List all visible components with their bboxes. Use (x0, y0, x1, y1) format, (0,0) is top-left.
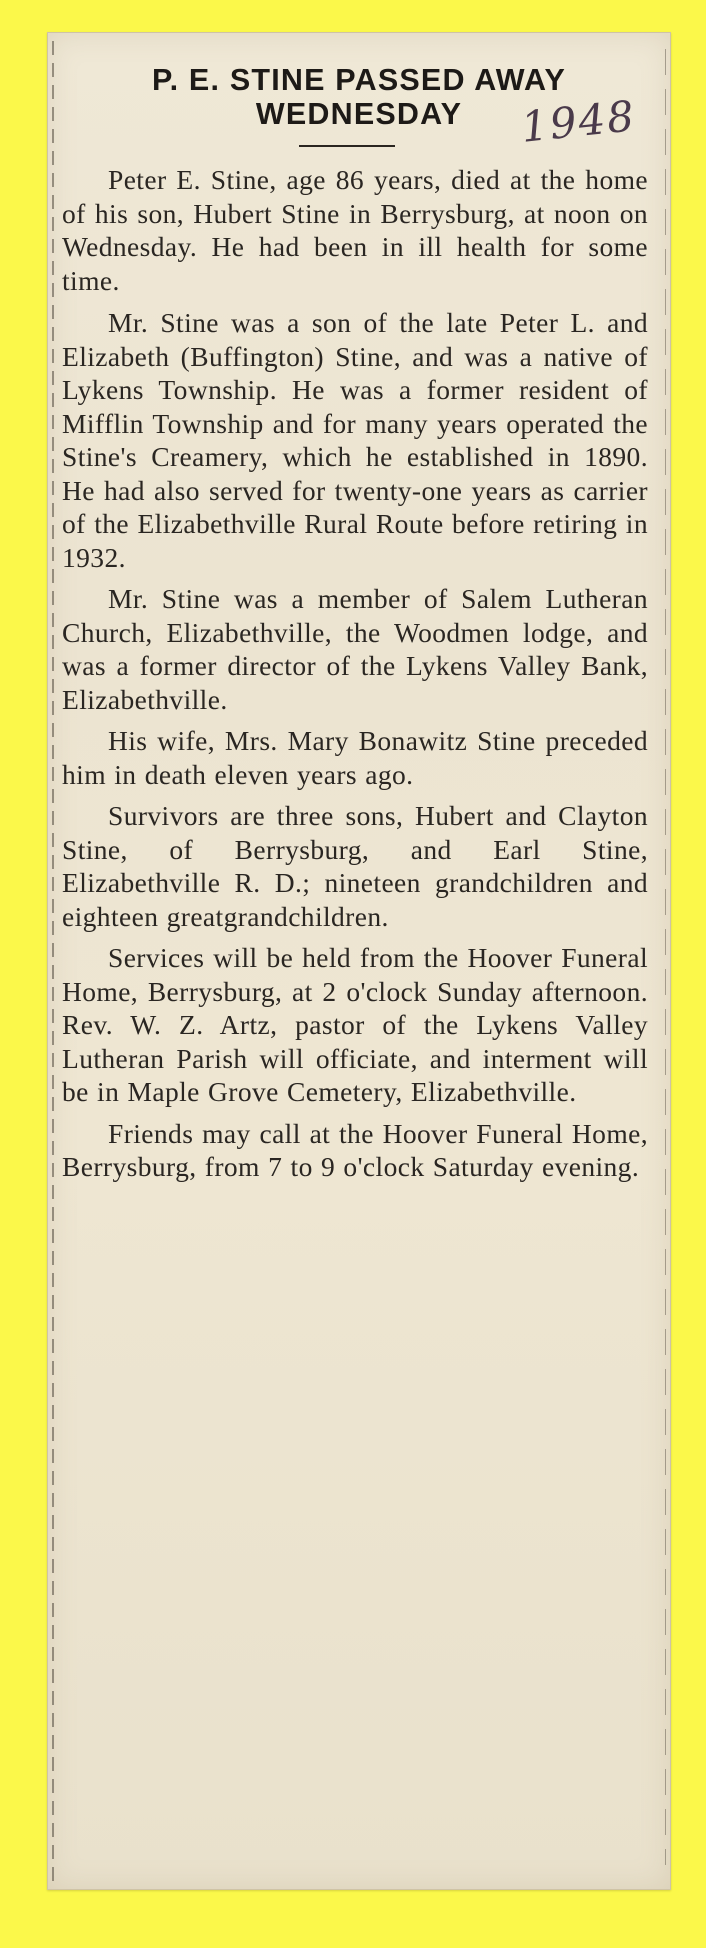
headline-line-2: WEDNESDAY (255, 97, 463, 131)
paragraph-visitation: Friends may call at the Hoover Funeral Home, Berrysburg, from 7 to 9 o'clock Saturday evening. (62, 1117, 648, 1182)
paragraph-biography: Mr. Stine was a son of the late Peter L. and Elizabeth (Buffington) Stine, and was a native of Lykens Township. He was a former resident of Mifflin Township and for many years operated the Stine's Creamery, which he established in 1890. He had also served for twenty-one years as carrier of the Elizabethville Rural Route before retiring in 1932. (62, 307, 648, 573)
handwritten-year: 1948 (518, 91, 639, 152)
column-rule-right (665, 49, 666, 1865)
paragraph-survivors: Survivors are three sons, Hubert and Clayton Stine, of Berrysburg, and Earl Stine, Elizabethville R. D.; nineteen grandchildren and eighteen greatgrandchildren. (62, 800, 648, 932)
headline-divider (299, 145, 395, 147)
paragraph-services: Services will be held from the Hoover Funeral Home, Berrysburg, at 2 o'clock Sunday afternoon. Rev. W. Z. Artz, pastor of the Lykens Valley Lutheran Parish will officiate, and interment will be in Maple Grove Cemetery, Elizabethville. (62, 942, 648, 1107)
paragraph-wife: His wife, Mrs. Mary Bonawitz Stine preceded him in death eleven years ago. (62, 725, 648, 790)
headline-line-1: P. E. STINE PASSED AWAY (151, 63, 567, 97)
article-body (48, 147, 670, 1184)
paragraph-memberships: Mr. Stine was a member of Salem Lutheran Church, Elizabethville, the Woodmen lodge, and was a former director of the Lykens Valley Bank, Elizabethville. (62, 583, 648, 715)
paragraph-death-notice: Peter E. Stine, age 86 years, died at the home of his son, Hubert Stine in Berrysburg, at noon on Wednesday. He had been in ill health for some time. (62, 164, 648, 296)
column-rule-left (52, 41, 54, 1881)
newspaper-clipping (47, 32, 671, 1890)
